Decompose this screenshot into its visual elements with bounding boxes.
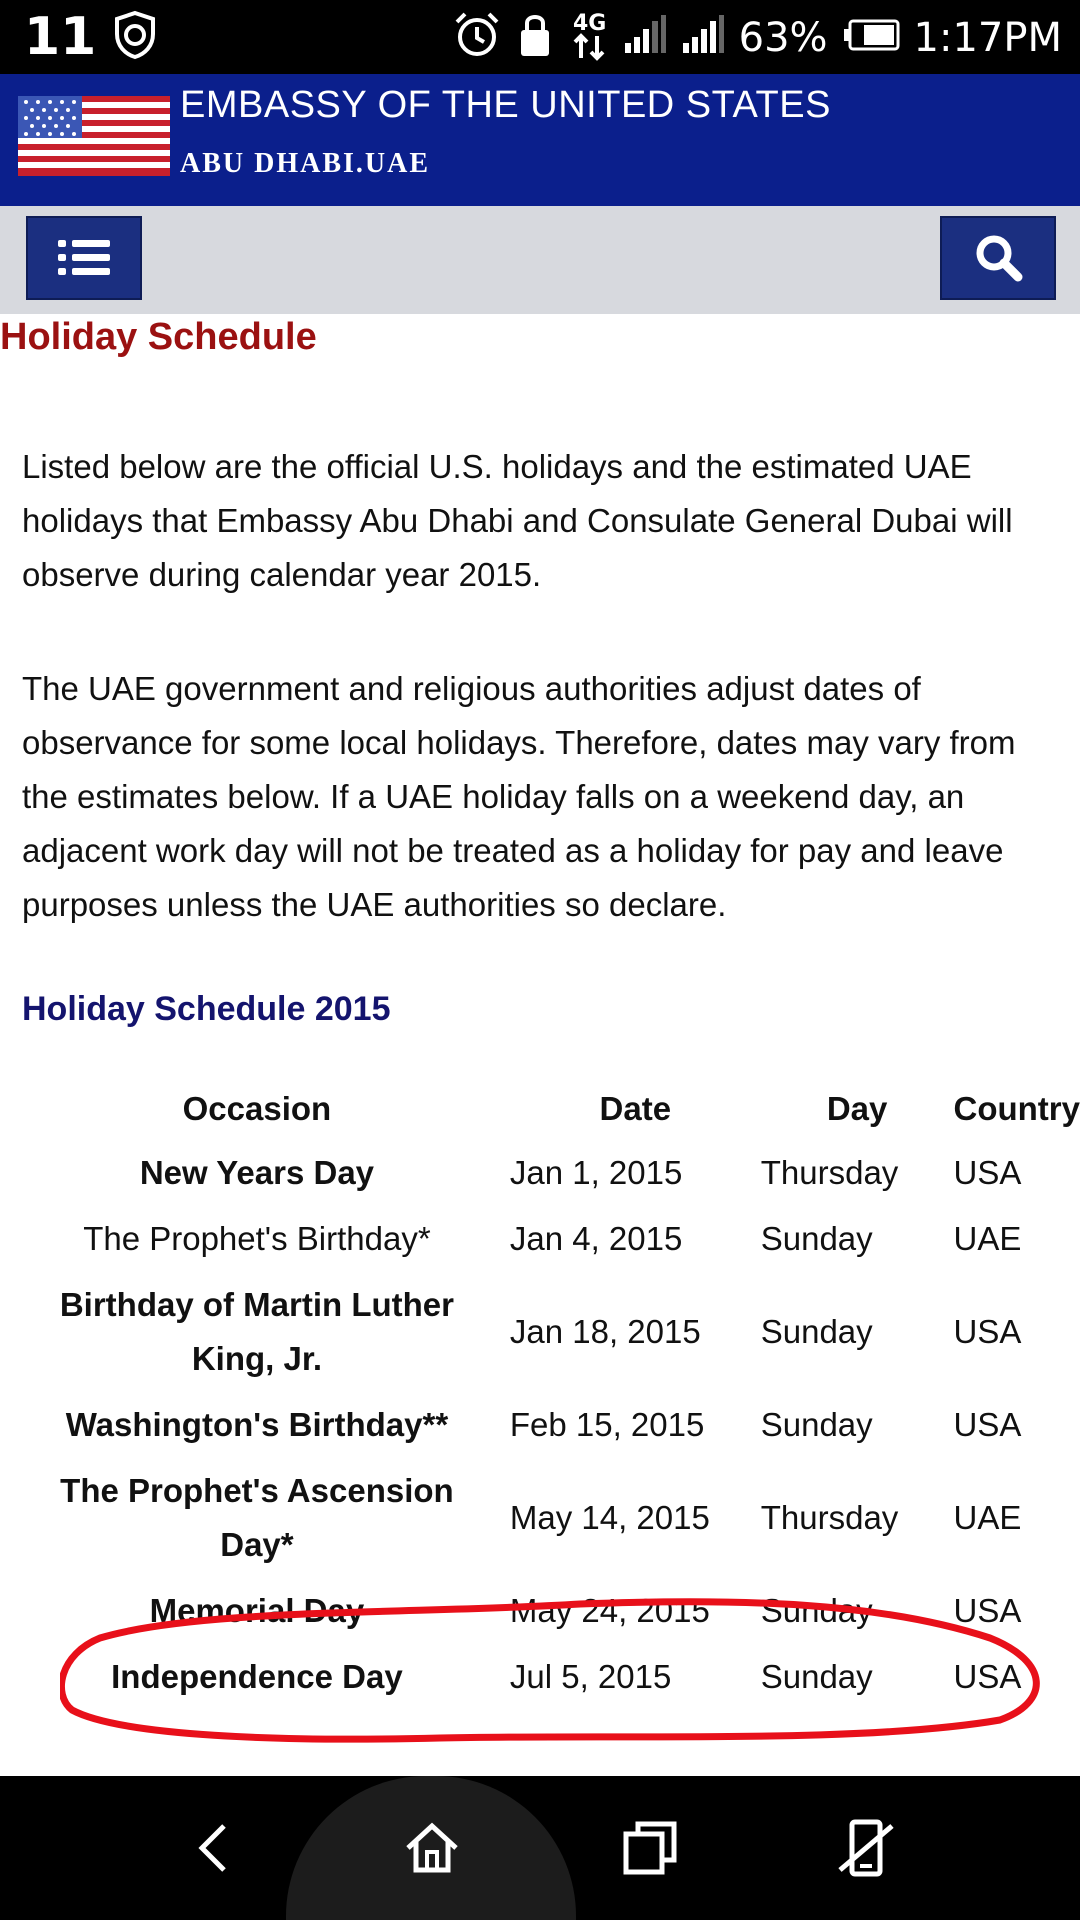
list-menu-icon — [54, 234, 114, 282]
signal-2-icon — [681, 15, 725, 60]
page-title: Holiday Schedule — [0, 316, 317, 358]
recent-apps-icon[interactable] — [618, 1816, 682, 1880]
toolbar — [0, 206, 1080, 314]
occasion-cell: Birthday of Martin Luther King, Jr. — [59, 1286, 455, 1377]
schedule-title: Holiday Schedule 2015 — [22, 990, 391, 1028]
day-cell: Thursday — [760, 1499, 899, 1536]
day-cell: Thursday — [760, 1154, 899, 1191]
table-row — [0, 1644, 1080, 1710]
table-header-row — [0, 1076, 1080, 1140]
us-flag-icon — [18, 96, 170, 176]
intro-paragraph: Listed below are the official U.S. holidays and the estimated UAE holidays that Embassy Abu Dhabi and Consulate General Dubai will observe during calendar year 2015. — [22, 448, 1013, 593]
date-cell: Jan 18, 2015 — [509, 1313, 701, 1350]
country-cell: USA — [953, 1592, 1022, 1629]
lock-icon — [515, 10, 555, 65]
battery-icon — [842, 18, 900, 57]
svg-text:4G: 4G — [572, 11, 606, 36]
back-icon[interactable] — [184, 1816, 248, 1880]
day-cell: Sunday — [760, 1592, 873, 1629]
home-icon[interactable] — [400, 1816, 464, 1880]
embassy-title: EMBASSY OF THE UNITED STATES — [180, 84, 831, 126]
table-row — [0, 1578, 1080, 1644]
holiday-table — [0, 1076, 1080, 1710]
date-cell: Jan 1, 2015 — [509, 1154, 683, 1191]
table-row — [0, 1272, 1080, 1392]
column-header: Country — [953, 1090, 1080, 1127]
column-header: Date — [599, 1090, 672, 1127]
country-cell: USA — [953, 1406, 1022, 1443]
day-cell: Sunday — [760, 1313, 873, 1350]
table-row — [0, 1458, 1080, 1578]
country-cell: USA — [953, 1658, 1022, 1695]
shield-icon — [112, 10, 158, 65]
clock: 1:17PM — [913, 14, 1062, 61]
occasion-cell: The Prophet's Birthday* — [83, 1220, 431, 1257]
day-cell: Sunday — [760, 1406, 873, 1443]
occasion-cell: The Prophet's Ascension Day* — [60, 1472, 454, 1563]
status-bar — [0, 0, 1080, 74]
occasion-cell: Washington's Birthday** — [65, 1406, 449, 1443]
rotate-screen-icon[interactable] — [834, 1816, 898, 1880]
embassy-subtitle: ABU DHABI.UAE — [180, 148, 431, 179]
day-cell: Sunday — [760, 1220, 873, 1257]
date-cell: Jan 4, 2015 — [509, 1220, 683, 1257]
notification-count: 11 — [24, 7, 97, 67]
date-cell: May 14, 2015 — [509, 1499, 710, 1536]
country-cell: UAE — [953, 1499, 1022, 1536]
menu-button[interactable] — [26, 216, 142, 300]
search-button[interactable] — [940, 216, 1056, 300]
alarm-icon — [453, 10, 501, 65]
observance-paragraph: The UAE government and religious authorities adjust dates of observance for some local holidays. Therefore, dates may vary from the estimates below. If a UAE holiday falls on a weekend day, an adjacent work day will not be treated as a holiday for pay and leave purposes unless the UAE authorities so declare. — [22, 670, 1016, 923]
occasion-cell: Memorial Day — [149, 1592, 365, 1629]
signal-1-icon — [623, 15, 667, 60]
embassy-header — [0, 74, 1080, 206]
table-row — [0, 1140, 1080, 1206]
occasion-cell: New Years Day — [139, 1154, 375, 1191]
date-cell: Jul 5, 2015 — [509, 1658, 672, 1695]
column-header: Occasion — [182, 1090, 332, 1127]
date-cell: May 24, 2015 — [509, 1592, 710, 1629]
navigation-bar — [0, 1776, 1080, 1920]
table-row — [0, 1206, 1080, 1272]
network-4g-icon — [569, 8, 609, 67]
search-icon — [970, 230, 1026, 286]
table-row — [0, 1392, 1080, 1458]
country-cell: USA — [953, 1313, 1022, 1350]
country-cell: USA — [953, 1154, 1022, 1191]
date-cell: Feb 15, 2015 — [509, 1406, 705, 1443]
column-header: Day — [826, 1090, 888, 1127]
occasion-cell: Independence Day — [111, 1658, 403, 1695]
battery-percent: 63% — [738, 14, 828, 61]
country-cell: UAE — [953, 1220, 1022, 1257]
day-cell: Sunday — [760, 1658, 873, 1695]
